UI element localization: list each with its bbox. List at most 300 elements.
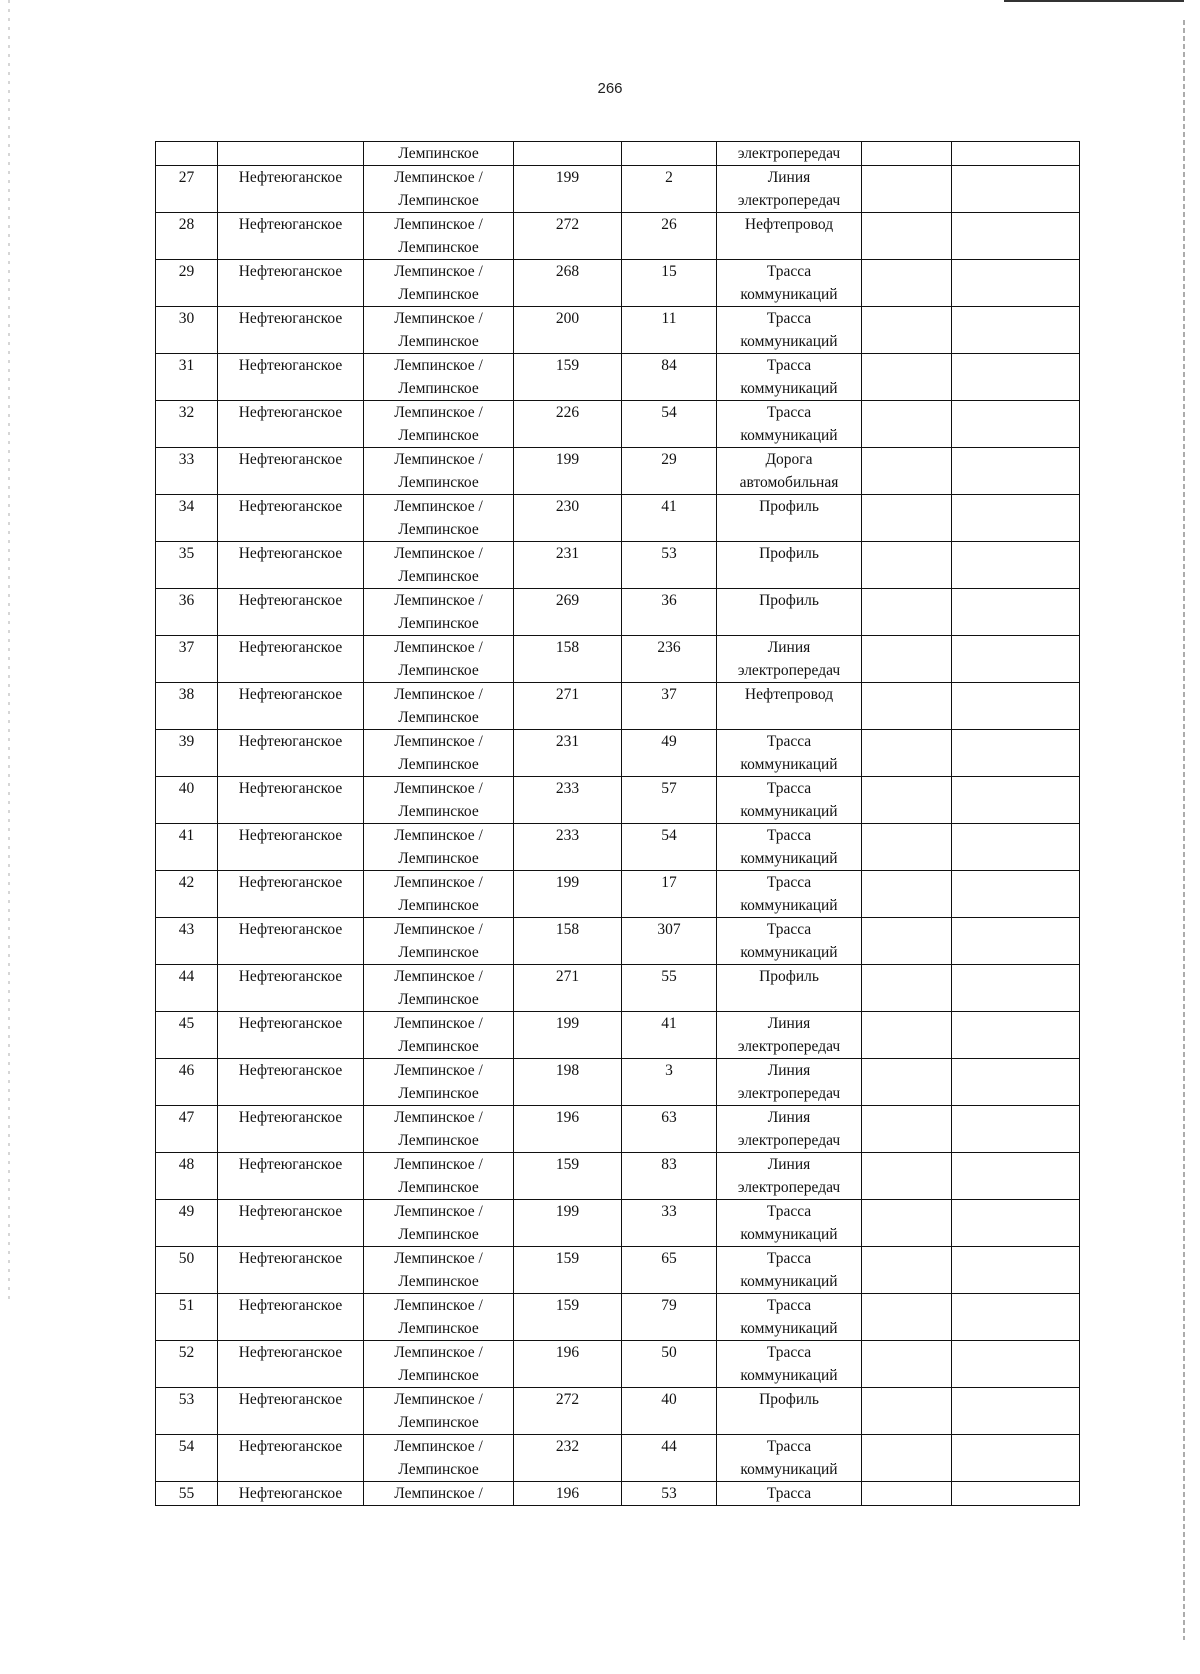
cell-col4-line: 199 bbox=[555, 1015, 580, 1032]
cell-col7 bbox=[862, 1294, 952, 1341]
table-row bbox=[156, 777, 1080, 824]
cell-object bbox=[717, 1482, 862, 1506]
cell-field bbox=[364, 683, 514, 730]
cell-col7 bbox=[862, 213, 952, 260]
cell-col5 bbox=[622, 1059, 717, 1106]
cell-object-line: Нефтепровод bbox=[744, 686, 834, 703]
cell-number-line: 28 bbox=[178, 216, 195, 233]
cell-col8 bbox=[952, 965, 1080, 1012]
cell-field bbox=[364, 401, 514, 448]
cell-field-line: Лемпинское / bbox=[394, 451, 483, 468]
cell-field bbox=[364, 260, 514, 307]
cell-region-line: Нефтеюганское bbox=[238, 1344, 343, 1361]
cell-object bbox=[717, 542, 862, 589]
cell-number bbox=[156, 166, 218, 213]
cell-region bbox=[218, 871, 364, 918]
cell-number-line: 43 bbox=[178, 921, 195, 938]
cell-object bbox=[717, 1294, 862, 1341]
cell-object bbox=[717, 260, 862, 307]
cell-object-line: электропередач bbox=[737, 1085, 841, 1102]
cell-col7 bbox=[862, 1435, 952, 1482]
cell-number bbox=[156, 1200, 218, 1247]
cell-col5-line: 29 bbox=[661, 451, 677, 468]
cell-field-line: Лемпинское / bbox=[394, 1438, 483, 1455]
cell-col7 bbox=[862, 142, 952, 166]
cell-field bbox=[364, 542, 514, 589]
cell-region-line: Нефтеюганское bbox=[238, 216, 343, 233]
cell-col7 bbox=[862, 354, 952, 401]
cell-col8 bbox=[952, 213, 1080, 260]
cell-field-line: Лемпинское / bbox=[394, 1203, 483, 1220]
cell-field bbox=[364, 730, 514, 777]
cell-object-line: Линия bbox=[767, 169, 811, 186]
cell-field bbox=[364, 1341, 514, 1388]
cell-region-line: Нефтеюганское bbox=[238, 827, 343, 844]
cell-region bbox=[218, 307, 364, 354]
cell-object-line: коммуникаций bbox=[740, 1226, 838, 1243]
cell-field-line: Лемпинское bbox=[398, 944, 479, 961]
cell-number-line: 48 bbox=[178, 1156, 195, 1173]
cell-col5-line: 36 bbox=[661, 592, 677, 609]
cell-number-line: 51 bbox=[178, 1297, 195, 1314]
cell-object bbox=[717, 354, 862, 401]
cell-col5 bbox=[622, 1012, 717, 1059]
cell-object bbox=[717, 448, 862, 495]
cell-col4-line: 199 bbox=[555, 451, 580, 468]
cell-col8 bbox=[952, 1012, 1080, 1059]
cell-col5 bbox=[622, 918, 717, 965]
cell-object bbox=[717, 1247, 862, 1294]
cell-col7 bbox=[862, 1341, 952, 1388]
cell-region bbox=[218, 777, 364, 824]
cell-col8 bbox=[952, 871, 1080, 918]
cell-number bbox=[156, 495, 218, 542]
cell-number-line: 53 bbox=[178, 1391, 195, 1408]
cell-number bbox=[156, 1294, 218, 1341]
cell-object bbox=[717, 307, 862, 354]
cell-region-line: Нефтеюганское bbox=[238, 310, 343, 327]
cell-col7 bbox=[862, 1388, 952, 1435]
cell-number bbox=[156, 824, 218, 871]
cell-field-line: Лемпинское / bbox=[394, 404, 483, 421]
cell-field bbox=[364, 1294, 514, 1341]
cell-field bbox=[364, 213, 514, 260]
cell-region-line: Нефтеюганское bbox=[238, 592, 343, 609]
cell-col5 bbox=[622, 1200, 717, 1247]
cell-col7 bbox=[862, 1200, 952, 1247]
cell-object-line: Линия bbox=[767, 1062, 811, 1079]
cell-col5-line: 65 bbox=[661, 1250, 677, 1267]
cell-col4 bbox=[514, 965, 622, 1012]
cell-number-line: 45 bbox=[178, 1015, 195, 1032]
cell-col5-line: 3 bbox=[665, 1062, 673, 1079]
cell-object-line: Профиль bbox=[759, 592, 819, 609]
cell-region-line: Нефтеюганское bbox=[238, 498, 343, 515]
cell-field bbox=[364, 307, 514, 354]
cell-col8 bbox=[952, 401, 1080, 448]
cell-number bbox=[156, 448, 218, 495]
cell-object-line: Трасса bbox=[766, 874, 812, 891]
cell-col5-line: 53 bbox=[661, 1485, 677, 1502]
cell-object-line: Трасса bbox=[766, 310, 812, 327]
cell-region bbox=[218, 965, 364, 1012]
cell-object bbox=[717, 1012, 862, 1059]
cell-col5-line: 44 bbox=[661, 1438, 677, 1455]
cell-col5 bbox=[622, 871, 717, 918]
cell-col5 bbox=[622, 683, 717, 730]
cell-col7 bbox=[862, 589, 952, 636]
cell-region-line: Нефтеюганское bbox=[238, 451, 343, 468]
cell-col4 bbox=[514, 307, 622, 354]
cell-field-line: Лемпинское / bbox=[394, 498, 483, 515]
cell-field-line: Лемпинское / bbox=[394, 216, 483, 233]
cell-col8 bbox=[952, 1106, 1080, 1153]
cell-object-line: коммуникаций bbox=[740, 1461, 838, 1478]
table-row bbox=[156, 354, 1080, 401]
cell-col5 bbox=[622, 307, 717, 354]
cell-field-line: Лемпинское bbox=[398, 1320, 479, 1337]
cell-field-line: Лемпинское bbox=[398, 568, 479, 585]
cell-col5-line: 17 bbox=[661, 874, 677, 891]
cell-col8 bbox=[952, 683, 1080, 730]
cell-col4 bbox=[514, 1294, 622, 1341]
cell-col4-line: 272 bbox=[555, 1391, 580, 1408]
cell-region-line: Нефтеюганское bbox=[238, 686, 343, 703]
cell-field-line: Лемпинское / bbox=[394, 1062, 483, 1079]
cell-field-line: Лемпинское / bbox=[394, 1156, 483, 1173]
cell-col5 bbox=[622, 495, 717, 542]
cell-col4 bbox=[514, 1247, 622, 1294]
cell-col5-line: 307 bbox=[657, 921, 681, 938]
cell-object bbox=[717, 918, 862, 965]
cell-col8 bbox=[952, 1482, 1080, 1506]
cell-object bbox=[717, 1435, 862, 1482]
cell-col5 bbox=[622, 1341, 717, 1388]
cell-object-line: Трасса bbox=[766, 1438, 812, 1455]
cell-object bbox=[717, 495, 862, 542]
cell-field-line: Лемпинское bbox=[398, 1179, 479, 1196]
cell-number bbox=[156, 871, 218, 918]
cell-col8 bbox=[952, 1153, 1080, 1200]
cell-number bbox=[156, 777, 218, 824]
cell-region bbox=[218, 1388, 364, 1435]
cell-number bbox=[156, 683, 218, 730]
cell-field bbox=[364, 448, 514, 495]
cell-field-line: Лемпинское bbox=[398, 1226, 479, 1243]
cell-number-line: 30 bbox=[178, 310, 195, 327]
cell-col5-line: 79 bbox=[661, 1297, 677, 1314]
cell-number bbox=[156, 1153, 218, 1200]
cell-col7 bbox=[862, 1247, 952, 1294]
cell-field-line: Лемпинское bbox=[398, 427, 479, 444]
cell-object-line: Трасса bbox=[766, 1297, 812, 1314]
cell-field bbox=[364, 636, 514, 683]
cell-field-line: Лемпинское / bbox=[394, 1015, 483, 1032]
cell-region bbox=[218, 589, 364, 636]
cell-col8 bbox=[952, 354, 1080, 401]
cell-object bbox=[717, 871, 862, 918]
cell-col4 bbox=[514, 730, 622, 777]
cell-col4-line: 271 bbox=[555, 968, 580, 985]
cell-field-line: Лемпинское / bbox=[394, 1250, 483, 1267]
cell-col5-line: 15 bbox=[661, 263, 677, 280]
cell-col4-line: 196 bbox=[555, 1344, 580, 1361]
cell-object-line: Трасса bbox=[766, 733, 812, 750]
cell-region bbox=[218, 260, 364, 307]
cell-object-line: коммуникаций bbox=[740, 897, 838, 914]
cell-region bbox=[218, 918, 364, 965]
cell-col5-line: 84 bbox=[661, 357, 677, 374]
cell-region-line: Нефтеюганское bbox=[238, 1250, 343, 1267]
cell-col5-line: 50 bbox=[661, 1344, 677, 1361]
cell-col5 bbox=[622, 1294, 717, 1341]
cell-number bbox=[156, 354, 218, 401]
cell-field-line: Лемпинское bbox=[398, 991, 479, 1008]
cell-number-line: 50 bbox=[178, 1250, 195, 1267]
cell-region-line: Нефтеюганское bbox=[238, 1297, 343, 1314]
cell-col7 bbox=[862, 1106, 952, 1153]
cell-object bbox=[717, 730, 862, 777]
cell-col5 bbox=[622, 730, 717, 777]
cell-region bbox=[218, 683, 364, 730]
cell-number bbox=[156, 307, 218, 354]
cell-col5-line: 55 bbox=[661, 968, 677, 985]
cell-object bbox=[717, 1341, 862, 1388]
table-body bbox=[156, 142, 1080, 1506]
cell-col4 bbox=[514, 683, 622, 730]
cell-col4 bbox=[514, 166, 622, 213]
cell-col5 bbox=[622, 213, 717, 260]
cell-number-line: 27 bbox=[178, 169, 195, 186]
registry-table bbox=[155, 141, 1080, 1506]
cell-col4 bbox=[514, 1200, 622, 1247]
cell-region-line: Нефтеюганское bbox=[238, 639, 343, 656]
cell-col4 bbox=[514, 213, 622, 260]
cell-col5-line: 54 bbox=[661, 827, 677, 844]
cell-col8 bbox=[952, 777, 1080, 824]
cell-col5 bbox=[622, 542, 717, 589]
cell-field-line: Лемпинское / bbox=[394, 169, 483, 186]
cell-col5-line: 53 bbox=[661, 545, 677, 562]
cell-col5 bbox=[622, 1106, 717, 1153]
cell-col4-line: 231 bbox=[555, 733, 580, 750]
cell-col5 bbox=[622, 1482, 717, 1506]
cell-object-line: автомобильная bbox=[739, 474, 839, 491]
cell-number bbox=[156, 142, 218, 166]
cell-number-line: 47 bbox=[178, 1109, 195, 1126]
cell-field-line: Лемпинское bbox=[398, 1038, 479, 1055]
cell-number bbox=[156, 213, 218, 260]
cell-object bbox=[717, 777, 862, 824]
cell-region bbox=[218, 448, 364, 495]
cell-col4 bbox=[514, 401, 622, 448]
cell-field-line: Лемпинское / bbox=[394, 263, 483, 280]
cell-col8 bbox=[952, 1247, 1080, 1294]
cell-number bbox=[156, 589, 218, 636]
table-row bbox=[156, 1341, 1080, 1388]
cell-field-line: Лемпинское / bbox=[394, 357, 483, 374]
cell-field bbox=[364, 589, 514, 636]
cell-col4-line: 199 bbox=[555, 1203, 580, 1220]
cell-region bbox=[218, 1059, 364, 1106]
cell-field-line: Лемпинское bbox=[398, 756, 479, 773]
cell-col4-line: 199 bbox=[555, 169, 580, 186]
cell-col7 bbox=[862, 495, 952, 542]
table-row bbox=[156, 1388, 1080, 1435]
cell-field-line: Лемпинское bbox=[398, 1132, 479, 1149]
cell-number-line: 52 bbox=[178, 1344, 195, 1361]
cell-col8 bbox=[952, 542, 1080, 589]
cell-object bbox=[717, 1200, 862, 1247]
cell-region bbox=[218, 354, 364, 401]
cell-col7 bbox=[862, 448, 952, 495]
cell-region-line: Нефтеюганское bbox=[238, 733, 343, 750]
cell-field bbox=[364, 1153, 514, 1200]
cell-region-line: Нефтеюганское bbox=[238, 1391, 343, 1408]
cell-col5-line: 33 bbox=[661, 1203, 677, 1220]
table-row bbox=[156, 636, 1080, 683]
cell-col4 bbox=[514, 354, 622, 401]
cell-number-line: 44 bbox=[178, 968, 195, 985]
cell-col8 bbox=[952, 1294, 1080, 1341]
cell-object-line: электропередач bbox=[737, 1038, 841, 1055]
cell-number bbox=[156, 730, 218, 777]
cell-field bbox=[364, 1200, 514, 1247]
cell-col4-line: 196 bbox=[555, 1485, 580, 1502]
cell-field bbox=[364, 1059, 514, 1106]
cell-region-line: Нефтеюганское bbox=[238, 404, 343, 421]
cell-col5-line: 236 bbox=[657, 639, 681, 656]
cell-region-line: Нефтеюганское bbox=[238, 874, 343, 891]
table-row bbox=[156, 542, 1080, 589]
table-row bbox=[156, 401, 1080, 448]
cell-object-line: Профиль bbox=[759, 1391, 819, 1408]
cell-object-line: электропередач bbox=[737, 662, 841, 679]
cell-field bbox=[364, 1106, 514, 1153]
table-row bbox=[156, 1059, 1080, 1106]
cell-region bbox=[218, 1153, 364, 1200]
cell-col8 bbox=[952, 636, 1080, 683]
cell-col7 bbox=[862, 730, 952, 777]
cell-col4-line: 272 bbox=[555, 216, 580, 233]
cell-field-line: Лемпинское / bbox=[394, 968, 483, 985]
cell-col5-line: 63 bbox=[661, 1109, 677, 1126]
cell-col4-line: 199 bbox=[555, 874, 580, 891]
table-row bbox=[156, 918, 1080, 965]
cell-field: Лемпинское bbox=[364, 142, 514, 166]
cell-field-line: Лемпинское / bbox=[394, 592, 483, 609]
cell-field-line: Лемпинское bbox=[398, 1414, 479, 1431]
cell-number bbox=[156, 1059, 218, 1106]
cell-col4-line: 268 bbox=[555, 263, 580, 280]
cell-col4-line: 269 bbox=[555, 592, 580, 609]
cell-field-line: Лемпинское / bbox=[394, 733, 483, 750]
cell-col5-line: 2 bbox=[665, 169, 673, 186]
cell-col8 bbox=[952, 1200, 1080, 1247]
cell-object-line: коммуникаций bbox=[740, 850, 838, 867]
cell-col7 bbox=[862, 777, 952, 824]
cell-number-line: 39 bbox=[178, 733, 195, 750]
cell-number bbox=[156, 636, 218, 683]
cell-col8 bbox=[952, 589, 1080, 636]
cell-region-line: Нефтеюганское bbox=[238, 921, 343, 938]
cell-field-line: Лемпинское / bbox=[394, 1297, 483, 1314]
cell-col5 bbox=[622, 777, 717, 824]
cell-col4-line: 231 bbox=[555, 545, 580, 562]
cell-object-line: коммуникаций bbox=[740, 756, 838, 773]
cell-object-line: электропередач bbox=[737, 1132, 841, 1149]
cell-col4-line: 233 bbox=[555, 827, 580, 844]
cell-col7 bbox=[862, 260, 952, 307]
table-row bbox=[156, 166, 1080, 213]
cell-field-line: Лемпинское bbox=[398, 380, 479, 397]
cell-region bbox=[218, 213, 364, 260]
cell-field-line: Лемпинское bbox=[398, 239, 479, 256]
cell-number bbox=[156, 260, 218, 307]
cell-region-line: Нефтеюганское bbox=[238, 357, 343, 374]
cell-region bbox=[218, 1294, 364, 1341]
cell-col8 bbox=[952, 307, 1080, 354]
cell-object-line: Трасса bbox=[766, 827, 812, 844]
cell-col5 bbox=[622, 1153, 717, 1200]
cell-number bbox=[156, 1247, 218, 1294]
cell-number-line: 35 bbox=[178, 545, 195, 562]
cell-col7 bbox=[862, 824, 952, 871]
cell-region bbox=[218, 401, 364, 448]
cell-col4-line: 159 bbox=[555, 1250, 580, 1267]
cell-number bbox=[156, 1388, 218, 1435]
table-row-last bbox=[156, 1482, 1080, 1506]
cell-region bbox=[218, 1247, 364, 1294]
cell-field bbox=[364, 1388, 514, 1435]
cell-number bbox=[156, 1482, 218, 1506]
cell-col5-line: 83 bbox=[661, 1156, 677, 1173]
cell-region bbox=[218, 636, 364, 683]
cell-col4 bbox=[514, 1482, 622, 1506]
cell-col4-line: 271 bbox=[555, 686, 580, 703]
cell-number-line: 41 bbox=[178, 827, 195, 844]
cell-number bbox=[156, 401, 218, 448]
cell-number-line: 55 bbox=[178, 1485, 195, 1502]
cell-object-line: Профиль bbox=[759, 545, 819, 562]
cell-col5-line: 41 bbox=[661, 498, 677, 515]
cell-object-line: Профиль bbox=[759, 968, 819, 985]
cell-object-line: Трасса bbox=[766, 1203, 812, 1220]
page-number: 266 bbox=[597, 80, 623, 97]
table-row bbox=[156, 1106, 1080, 1153]
cell-col4 bbox=[514, 448, 622, 495]
cell-col4-line: 159 bbox=[555, 357, 580, 374]
cell-object-line: коммуникаций bbox=[740, 380, 838, 397]
cell-field-line: Лемпинское bbox=[398, 1461, 479, 1478]
cell-field bbox=[364, 354, 514, 401]
cell-field-line: Лемпинское / bbox=[394, 1109, 483, 1126]
cell-object bbox=[717, 589, 862, 636]
cell-number bbox=[156, 1341, 218, 1388]
cell-field-line: Лемпинское / bbox=[394, 545, 483, 562]
table-row bbox=[156, 448, 1080, 495]
cell-col7 bbox=[862, 965, 952, 1012]
cell-field-line: Лемпинское / bbox=[394, 1344, 483, 1361]
cell-object bbox=[717, 636, 862, 683]
cell-col5-line: 37 bbox=[661, 686, 677, 703]
cell-col4-line: 159 bbox=[555, 1156, 580, 1173]
cell-field-line: Лемпинское / bbox=[394, 686, 483, 703]
table-row bbox=[156, 824, 1080, 871]
cell-col7 bbox=[862, 1153, 952, 1200]
cell-object-line: Трасса bbox=[766, 404, 812, 421]
cell-object-line: коммуникаций bbox=[740, 1273, 838, 1290]
